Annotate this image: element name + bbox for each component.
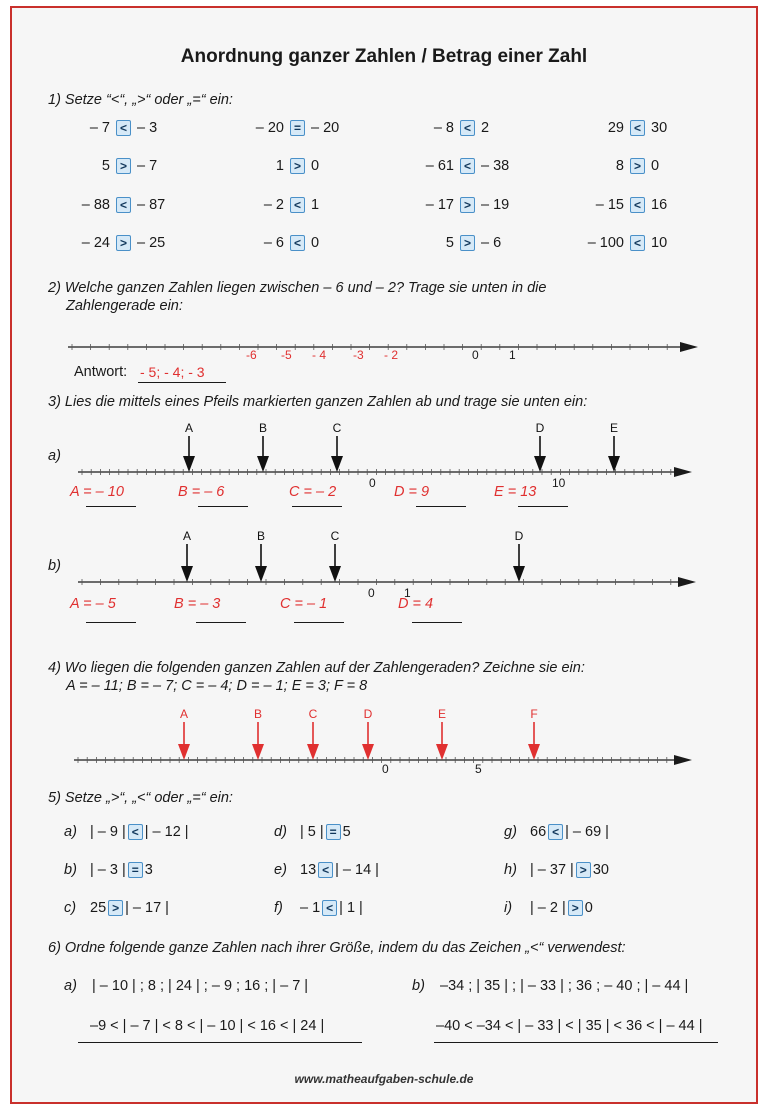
task1-item — [578, 158, 728, 174]
task1-sign-box[interactable]: > — [460, 197, 475, 213]
task1-item — [238, 120, 388, 136]
task1-left: – 17 — [425, 197, 454, 213]
task5-key: c) — [64, 900, 77, 916]
task5-sign-box[interactable]: < — [322, 900, 337, 916]
task1-sign-box[interactable]: = — [290, 120, 305, 136]
task1-right: – 87 — [137, 197, 166, 213]
task5-left: 25 — [90, 900, 107, 916]
task4-tick-0: 0 — [382, 762, 389, 776]
task3a-answer: C = – 2 — [289, 484, 337, 500]
task2-label-1: 1 — [509, 348, 516, 362]
task5-right: | 1 | — [339, 900, 363, 916]
task5-item — [504, 900, 593, 916]
task3b-answer-line — [86, 622, 136, 623]
task5-item — [274, 900, 363, 916]
task6a-list: | – 10 | ; 8 ; | 24 | ; – 9 ; 16 ; | – 7 | — [92, 978, 309, 994]
task1-left: 8 — [615, 158, 624, 174]
task3a-answer-line — [86, 506, 136, 507]
task3a-answer: A = – 10 — [70, 484, 124, 500]
task3a-arrow-letter: E — [609, 421, 619, 435]
task3a-arrow-letter: D — [535, 421, 545, 435]
task5-right: 5 — [342, 824, 351, 840]
task5-sign-box[interactable]: > — [576, 862, 591, 878]
task3a-answer-line — [292, 506, 342, 507]
task5-sign-box[interactable]: < — [318, 862, 333, 878]
task1-item — [408, 235, 558, 251]
task1-right: 0 — [311, 235, 320, 251]
task3a-arrow-head — [331, 456, 343, 472]
task2-answer-value: - 5; - 4; - 3 — [140, 364, 205, 380]
task3b-answer-line — [412, 622, 462, 623]
task5-left: | – 37 | — [530, 862, 574, 878]
task5-left: | – 9 | — [90, 824, 126, 840]
task3a-tick-0: 0 — [369, 476, 376, 490]
task5-left: | 5 | — [300, 824, 324, 840]
task3b-arrow-head — [181, 566, 193, 582]
task6b-answer-line — [434, 1042, 718, 1043]
task3b-number-line — [12, 516, 760, 596]
task3a-answer-line — [198, 506, 248, 507]
task5-sign-box[interactable]: = — [128, 862, 143, 878]
task1-heading: 1) Setze “<“, „>“ oder „=“ ein: — [48, 92, 233, 108]
task1-left: – 2 — [263, 197, 284, 213]
task3b-label: b) — [48, 558, 61, 574]
task5-item — [64, 862, 153, 878]
task2-label-minus5: -5 — [281, 348, 292, 362]
task3b-arrow-letter: A — [182, 529, 192, 543]
task3a-number-line — [12, 408, 760, 488]
task2-answer-label: Antwort: — [74, 364, 128, 380]
task3b-arrow-letter: C — [330, 529, 340, 543]
task1-sign-box[interactable]: < — [290, 197, 305, 213]
task6a-answer: –9 < | – 7 | < 8 < | – 10 | < 16 < | 24 | — [90, 1018, 325, 1034]
task1-right: 0 — [311, 158, 320, 174]
task1-sign-box[interactable]: > — [290, 158, 305, 174]
task3a-arrow-head — [257, 456, 269, 472]
task1-right: 10 — [651, 235, 668, 251]
task1-left: 29 — [607, 120, 624, 136]
task1-right: 1 — [311, 197, 320, 213]
task1-item — [238, 158, 388, 174]
task5-right: 30 — [592, 862, 609, 878]
task5-sign-box[interactable]: < — [548, 824, 563, 840]
task1-sign-box[interactable]: > — [116, 235, 131, 251]
task5-sign-box[interactable]: < — [128, 824, 143, 840]
task4-arrow-letter: B — [253, 707, 263, 721]
task1-sign-box[interactable]: < — [630, 197, 645, 213]
task1-right: 16 — [651, 197, 668, 213]
task3b-answer-line — [196, 622, 246, 623]
task6a-label: a) — [64, 978, 77, 994]
task1-item — [578, 120, 728, 136]
task5-key: d) — [274, 824, 287, 840]
task6b-answer: –40 < –34 < | – 33 | < | 35 | < 36 < | – 44 | — [436, 1018, 703, 1034]
task1-left: 5 — [101, 158, 110, 174]
task1-right: – 25 — [137, 235, 166, 251]
task4-arrow-letter: F — [530, 707, 538, 721]
task4-arrow-letter: A — [179, 707, 189, 721]
task5-right: | – 14 | — [335, 862, 379, 878]
task6a-answer-line — [78, 1042, 362, 1043]
task5-key: i) — [504, 900, 513, 916]
task5-left: | – 2 | — [530, 900, 566, 916]
task3a-arrow-head — [183, 456, 195, 472]
task1-left: – 61 — [425, 158, 454, 174]
task2-label-minus6: -6 — [246, 348, 257, 362]
task1-item — [408, 158, 558, 174]
task1-sign-box[interactable]: > — [630, 158, 645, 174]
axis-arrowhead — [674, 755, 692, 765]
task1-sign-box[interactable]: > — [460, 235, 475, 251]
worksheet-page — [10, 6, 758, 1104]
task3b-arrow-head — [255, 566, 267, 582]
task5-left: 66 — [530, 824, 547, 840]
task3b-arrow-letter: D — [514, 529, 524, 543]
task5-key: a) — [64, 824, 77, 840]
task1-item — [64, 120, 214, 136]
task2-heading-line1: 2) Welche ganzen Zahlen liegen zwischen – 6 und – 2? Trage sie unten in die — [48, 280, 547, 296]
task5-key: g) — [504, 824, 517, 840]
task1-left: – 6 — [263, 235, 284, 251]
task3a-tick-10: 10 — [552, 476, 566, 490]
task1-item — [238, 235, 388, 251]
task1-item — [64, 197, 214, 213]
task2-label-minus2: - 2 — [384, 348, 399, 362]
task5-item — [504, 862, 609, 878]
task1-right: – 6 — [481, 235, 502, 251]
task3-heading: 3) Lies die mittels eines Pfeils markierten ganzen Zahlen ab und trage sie unten ein: — [48, 394, 588, 410]
task5-item — [64, 900, 169, 916]
task1-left: – 15 — [595, 197, 624, 213]
task1-sign-box[interactable]: < — [460, 158, 475, 174]
task3a-label: a) — [48, 448, 61, 464]
task5-sign-box[interactable]: > — [108, 900, 123, 916]
task1-right: 0 — [651, 158, 660, 174]
task5-key: b) — [64, 862, 77, 878]
task5-heading: 5) Setze „>“, „<“ oder „=“ ein: — [48, 790, 233, 806]
task1-sign-box[interactable]: < — [116, 197, 131, 213]
task4-tick-5: 5 — [475, 762, 482, 776]
task1-sign-box[interactable]: < — [290, 235, 305, 251]
task1-item — [578, 235, 728, 251]
task5-key: e) — [274, 862, 287, 878]
task2-label-minus3: -3 — [353, 348, 364, 362]
task1-sign-box[interactable]: < — [116, 120, 131, 136]
task3a-arrow-letter: B — [258, 421, 268, 435]
task1-item — [578, 197, 728, 213]
task1-right: – 19 — [481, 197, 510, 213]
task3a-answer-line — [416, 506, 466, 507]
task5-left: – 1 — [300, 900, 321, 916]
task5-key: f) — [274, 900, 283, 916]
task3a-arrow-letter: A — [184, 421, 194, 435]
task3b-answer: D = 4 — [398, 596, 434, 612]
task6b-list: –34 ; | 35 | ; | – 33 | ; 36 ; – 40 ; | – 44 | — [440, 978, 689, 994]
task4-arrow-letter: D — [363, 707, 373, 721]
task1-left: – 8 — [433, 120, 454, 136]
task3a-answer: D = 9 — [394, 484, 430, 500]
task1-right: – 3 — [137, 120, 158, 136]
task1-item — [408, 197, 558, 213]
task3b-arrow-letter: B — [256, 529, 266, 543]
task5-right: 3 — [144, 862, 153, 878]
axis-arrowhead — [678, 577, 696, 587]
task1-item — [64, 158, 214, 174]
axis-arrowhead — [674, 467, 692, 477]
task5-right: | – 69 | — [565, 824, 609, 840]
task3b-answer: A = – 5 — [70, 596, 116, 612]
task5-item — [274, 862, 379, 878]
task5-item — [64, 824, 189, 840]
task5-sign-box[interactable]: = — [326, 824, 341, 840]
task3a-arrow-head — [608, 456, 620, 472]
task5-left: | – 3 | — [90, 862, 126, 878]
task3b-tick-1: 1 — [404, 586, 411, 600]
task2-label-0: 0 — [472, 348, 479, 362]
task3b-answer-line — [294, 622, 344, 623]
task1-item — [238, 197, 388, 213]
footer-url: www.matheaufgaben-schule.de — [294, 1072, 474, 1086]
task5-left: 13 — [300, 862, 317, 878]
task4-arrow-letter: E — [437, 707, 447, 721]
task1-right: – 7 — [137, 158, 158, 174]
task1-item — [64, 235, 214, 251]
task5-right: 0 — [584, 900, 593, 916]
task1-right: – 20 — [311, 120, 340, 136]
task1-left: – 100 — [587, 235, 624, 251]
task1-sign-box[interactable]: < — [460, 120, 475, 136]
task5-item — [274, 824, 351, 840]
task2-label-minus4: - 4 — [312, 348, 327, 362]
task4-heading: 4) Wo liegen die folgenden ganzen Zahlen auf der Zahlengeraden? Zeichne sie ein: — [48, 660, 585, 676]
task3b-tick-0: 0 — [368, 586, 375, 600]
page-title: Anordnung ganzer Zahlen / Betrag einer Zahl — [180, 46, 588, 67]
task3a-answer-line — [518, 506, 568, 507]
task6-heading: 6) Ordne folgende ganze Zahlen nach ihrer Größe, indem du das Zeichen „<“ verwendest: — [48, 940, 626, 956]
task1-sign-box[interactable]: < — [630, 120, 645, 136]
task1-left: – 7 — [89, 120, 110, 136]
task3b-answer: C = – 1 — [280, 596, 328, 612]
task1-sign-box[interactable]: > — [116, 158, 131, 174]
task1-right: – 38 — [481, 158, 510, 174]
task3a-arrow-head — [534, 456, 546, 472]
task3a-answer: B = – 6 — [178, 484, 225, 500]
task5-right: | – 12 | — [144, 824, 189, 840]
task1-left: – 88 — [81, 197, 110, 213]
task2-heading-line2: Zahlengerade ein: — [66, 298, 183, 314]
task3a-arrow-letter: C — [332, 421, 342, 435]
task6b-label: b) — [412, 978, 425, 994]
task4-values: A = – 11; B = – 7; C = – 4; D = – 1; E = 3; F = 8 — [66, 678, 368, 694]
task1-left: 1 — [275, 158, 284, 174]
task5-right: | – 17 | — [125, 900, 169, 916]
task2-answer-line — [138, 382, 226, 383]
axis-arrowhead — [680, 342, 698, 352]
task5-sign-box[interactable]: > — [568, 900, 583, 916]
task1-left: – 20 — [255, 120, 284, 136]
task1-left: – 24 — [81, 235, 110, 251]
task5-key: h) — [504, 862, 517, 878]
task1-right: 30 — [651, 120, 668, 136]
task4-arrow-letter: C — [308, 707, 318, 721]
task3a-answer: E = 13 — [494, 484, 537, 500]
task3b-answer: B = – 3 — [174, 596, 221, 612]
task1-left: 5 — [445, 235, 454, 251]
task5-item — [504, 824, 609, 840]
task1-item — [408, 120, 558, 136]
task1-sign-box[interactable]: < — [630, 235, 645, 251]
task1-right: 2 — [481, 120, 490, 136]
